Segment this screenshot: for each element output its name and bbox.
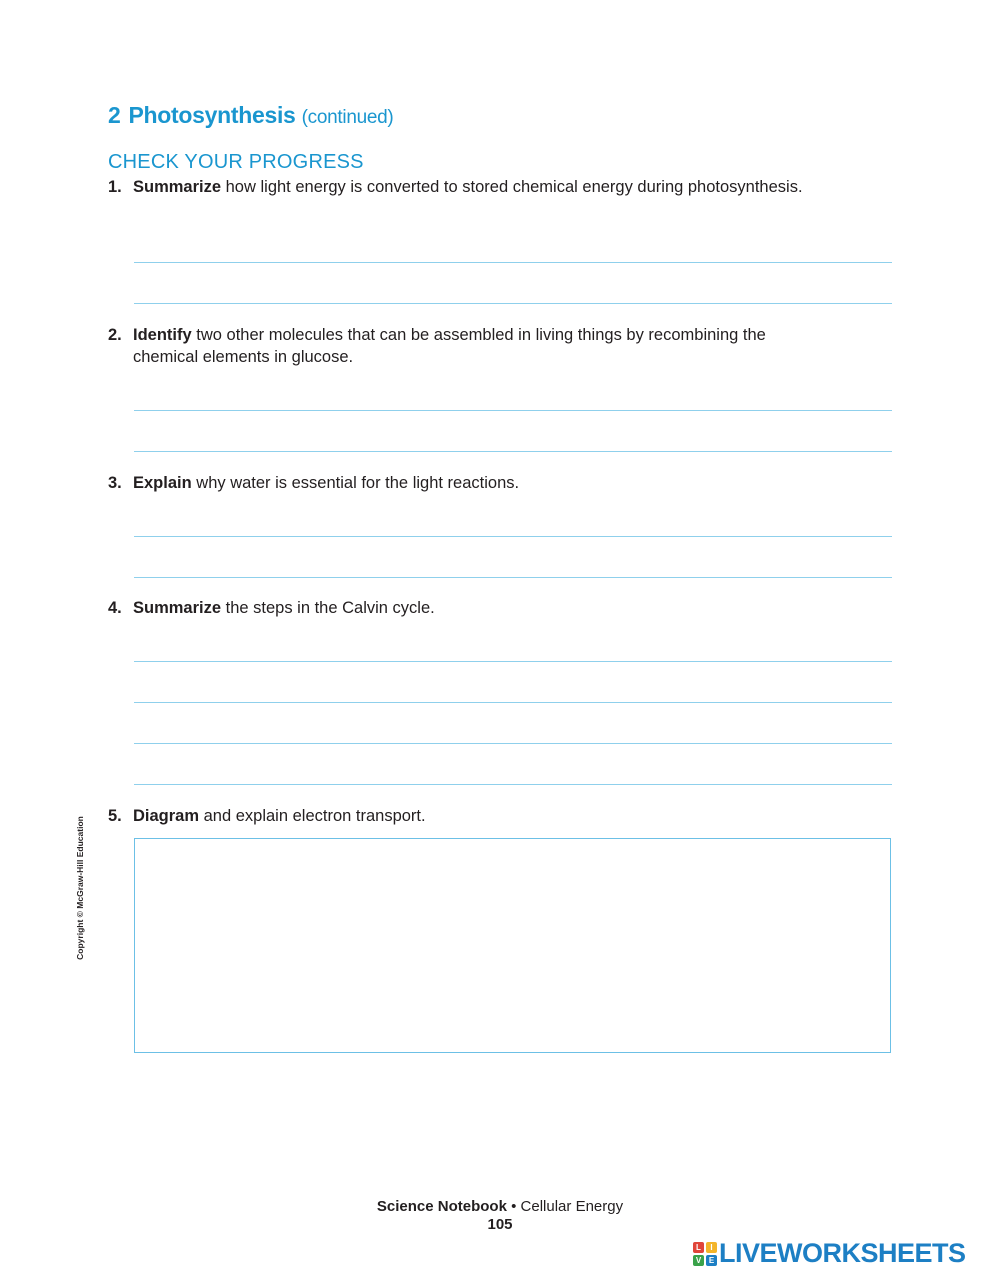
check-your-progress-title: CHECK YOUR PROGRESS bbox=[108, 151, 364, 173]
liveworksheets-logo[interactable] bbox=[693, 1238, 966, 1269]
answer-line[interactable] bbox=[134, 661, 892, 662]
question-text: why water is essential for the light reactions. bbox=[191, 474, 520, 492]
continued-label: (continued) bbox=[301, 107, 394, 128]
question-number: 3. bbox=[108, 474, 122, 492]
footer-title bbox=[0, 1198, 1000, 1215]
answer-line[interactable] bbox=[134, 577, 892, 578]
live-grid-letter: V bbox=[693, 1255, 704, 1266]
question-4 bbox=[108, 597, 828, 619]
answer-line[interactable] bbox=[134, 702, 892, 703]
answer-line[interactable] bbox=[134, 743, 892, 744]
question-verb: Summarize bbox=[133, 178, 222, 196]
question-1 bbox=[108, 176, 828, 198]
question-number: 4. bbox=[108, 599, 122, 617]
live-grid-icon bbox=[693, 1242, 717, 1266]
liveworksheets-wordmark: LIVEWORKSHEETS bbox=[719, 1238, 966, 1268]
question-number: 5. bbox=[108, 807, 122, 825]
live-grid-letter: I bbox=[706, 1242, 717, 1253]
footer-book: Science Notebook bbox=[376, 1198, 507, 1215]
answer-line[interactable] bbox=[134, 262, 892, 263]
question-verb: Explain bbox=[133, 474, 192, 492]
section-title-text: Photosynthesis bbox=[128, 102, 296, 128]
answer-line[interactable] bbox=[134, 784, 892, 785]
question-5 bbox=[108, 805, 828, 827]
answer-line[interactable] bbox=[134, 536, 892, 537]
question-number: 2. bbox=[108, 326, 122, 344]
answer-line[interactable] bbox=[134, 410, 892, 411]
footer-separator: • bbox=[506, 1198, 521, 1215]
section-number: 2 bbox=[108, 102, 121, 128]
question-verb: Summarize bbox=[133, 599, 222, 617]
question-number: 1. bbox=[108, 178, 122, 196]
page-number: 105 bbox=[487, 1216, 513, 1233]
live-grid-letter: L bbox=[693, 1242, 704, 1253]
footer-chapter: Cellular Energy bbox=[520, 1198, 624, 1215]
copyright-notice: Copyright © McGraw-Hill Education bbox=[75, 816, 85, 960]
question-2 bbox=[108, 324, 828, 368]
live-grid-letter: E bbox=[706, 1255, 717, 1266]
answer-line[interactable] bbox=[134, 303, 892, 304]
section-heading bbox=[108, 102, 393, 129]
diagram-answer-box[interactable] bbox=[134, 838, 891, 1053]
answer-line[interactable] bbox=[134, 451, 892, 452]
question-verb: Identify bbox=[133, 326, 192, 344]
question-verb: Diagram bbox=[133, 807, 200, 825]
question-text: the steps in the Calvin cycle. bbox=[221, 599, 435, 617]
question-text: two other molecules that can be assembled in living things by recombining the chemical elements in glucose. bbox=[133, 326, 766, 366]
question-text: and explain electron transport. bbox=[199, 807, 426, 825]
question-text: how light energy is converted to stored chemical energy during photosynthesis. bbox=[221, 178, 803, 196]
question-3 bbox=[108, 472, 828, 494]
